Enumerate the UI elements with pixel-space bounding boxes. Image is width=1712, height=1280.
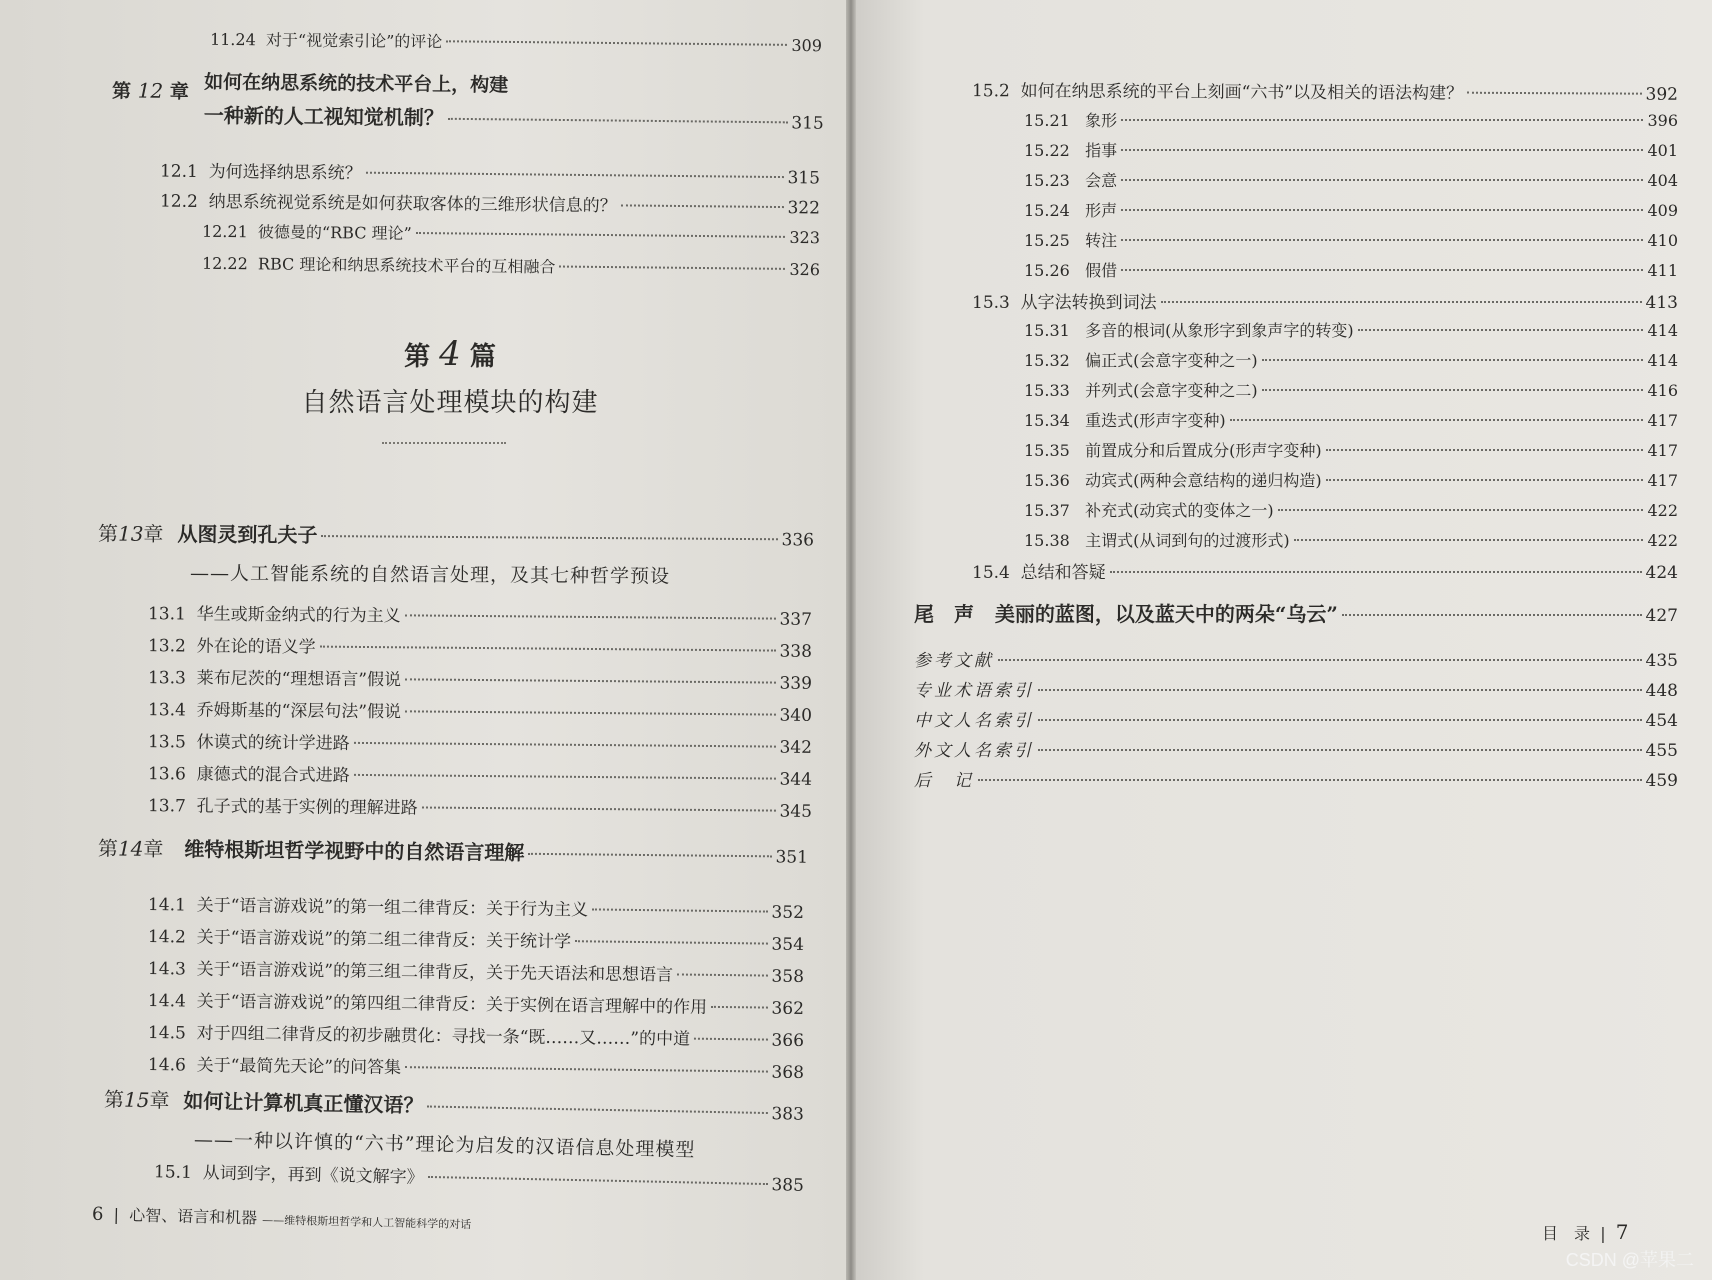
footer-label: 目 录 [1542,1224,1591,1243]
entry-title: 转注 [1085,231,1118,250]
chapter-14-heading [98,832,808,868]
entry-page: 344 [779,769,813,790]
toc-entry-13-5 [148,727,812,758]
leader-dots [528,853,771,858]
entry-number: 15.35 [1024,441,1070,460]
entry-page: 392 [1645,84,1679,105]
entry-number: 15.36 [1024,471,1070,490]
leader-dots [1121,269,1643,271]
entry-title: 关于“语言游戏说”的第四组二律背反：关于实例在语言理解中的作用 [196,991,708,1018]
entry-page: 323 [789,227,821,248]
leader-dots [1121,209,1643,211]
toc-entry-15-37 [1024,498,1678,521]
leader-dots [1038,719,1642,721]
part-4-title: 自然语言处理模块的构建 [301,388,599,418]
entry-title: 总结和答疑 [1020,563,1106,583]
book-subtitle: ——维特根斯坦哲学和人工智能科学的对话 [262,1213,472,1232]
entry-number: 15.32 [1024,351,1070,370]
toc-entry-12-21 [202,219,820,248]
left-page-footer [92,1202,472,1234]
entry-number: 11.24 [209,29,256,50]
leader-dots [448,118,788,124]
leader-dots [677,973,768,976]
entry-title: 康德式的混合式进路 [196,764,350,786]
chapter-number: 15 [123,1087,150,1113]
leader-dots [1262,359,1644,361]
entry-page: 340 [779,705,813,726]
right-page [856,0,1712,1280]
toc-entry-14-2 [148,922,804,955]
part-4-heading [240,334,660,374]
backmatter-foreign-name-index [914,736,1678,761]
entry-number: 13.7 [147,796,186,817]
entry-number: 15.21 [1024,111,1070,130]
entry-page: 396 [1647,111,1678,130]
entry-page: 345 [779,801,813,822]
watermark-text: CSDN @苹果二 [1565,1250,1694,1270]
entry-title: 华生或斯金纳式的行为主义 [196,604,401,627]
leader-dots [998,659,1642,661]
leader-dots [428,1176,768,1185]
toc-entry-12-2 [160,187,820,219]
entry-number: 13.5 [147,732,186,753]
entry-title: 外在论的语义学 [196,636,316,658]
entry-page: 337 [779,609,813,630]
footer-separator: | [1600,1224,1606,1243]
entry-page: 411 [1647,261,1678,280]
entry-page: 401 [1647,141,1678,160]
leader-dots [320,646,776,652]
toc-entry-15-24 [1024,198,1678,221]
entry-title: 休谟式的统计学进路 [196,732,350,754]
toc-entry-13-1 [148,599,812,630]
entry-title: 为何选择纳思系统？ [208,162,362,184]
entry-page: 417 [1647,441,1678,460]
entry-title: 形声 [1085,201,1118,220]
entry-page: 410 [1647,231,1678,250]
entry-title: 参考文献 [914,651,994,671]
toc-entry-12-1 [160,157,820,189]
book-title: 心智、语言和机器 [128,1205,258,1228]
leader-dots [1038,689,1642,691]
entry-title: 彼德曼的“RBC 理论” [257,222,412,243]
chapter-number: 13 [117,521,144,546]
entry-page: 352 [771,902,805,924]
entry-title: 外文人名索引 [914,741,1034,761]
entry-number: 13.1 [147,604,186,625]
entry-page: 413 [1645,293,1678,313]
chapter-page: 315 [791,113,824,134]
leader-dots [366,172,784,178]
leader-dots [1121,149,1643,151]
toc-entry-13-6 [148,759,812,790]
chapter-prefix: 第 [111,80,132,103]
entry-page: 409 [1647,201,1678,220]
entry-number: 13.2 [147,636,186,657]
page-number: 7 [1615,1220,1629,1244]
toc-entry-13-3 [148,663,812,694]
toc-entry-15-2 [972,76,1678,105]
entry-number: 15.25 [1024,231,1070,250]
toc-entry-12-22 [202,251,820,280]
leader-dots [321,535,777,540]
entry-title: RBC 理论和纳思系统技术平台的互相融合 [257,254,556,277]
leader-dots [405,1066,767,1072]
leader-dots [1161,301,1642,303]
entry-number: 14.5 [147,1022,186,1044]
leader-dots [1326,449,1644,451]
entry-number: 15.31 [1024,321,1070,340]
leader-dots [592,908,767,912]
toc-entry-15-1 [154,1157,804,1196]
entry-number: 15.1 [153,1162,193,1183]
entry-title: 并列式(会意字变种之二) [1085,381,1258,400]
chapter-page: 351 [775,847,809,868]
toc-entry-15-34 [1024,408,1678,431]
book-gutter [846,0,856,1280]
chapter-prefix: 第 [97,836,119,861]
entry-number: 12.2 [159,191,198,212]
entry-title: 纳思系统视觉系统是如何获取客体的三维形状信息的？ [208,192,617,217]
toc-entry-13-2 [148,631,812,662]
part-number: 4 [439,334,461,374]
leader-dots [1230,419,1644,421]
entry-number: 15.3 [972,293,1010,313]
toc-entry-14-5 [148,1018,804,1051]
entry-number: 13.6 [147,764,186,785]
toc-entry-14-1 [148,890,804,923]
entry-title: 后 记 [914,771,974,791]
toc-entry-15-31 [1024,318,1678,341]
left-page [0,0,846,1280]
leader-dots [405,678,775,683]
chapter-suffix: 章 [143,836,164,861]
leader-dots [1262,389,1644,391]
entry-number: 12.22 [201,253,248,274]
toc-entry-15-36 [1024,468,1678,491]
leader-dots [427,1105,767,1114]
entry-title: 关于“最简先天论”的问答集 [196,1055,402,1079]
entry-number: 15.37 [1024,501,1070,520]
entry-title: 偏正式(会意字变种之一) [1085,351,1258,370]
part-divider [382,442,506,444]
toc-entry-15-33 [1024,378,1678,401]
chapter-13-heading [98,518,814,557]
toc-entry-15-26 [1024,258,1678,281]
toc-entry-15-22 [1024,138,1678,161]
leader-dots [1038,749,1642,751]
chapter-12-heading [112,66,825,139]
chapter-title-line2: 一种新的人工视知觉机制？ [203,103,444,130]
backmatter-afterword [914,766,1678,791]
entry-title: 如何在纳思系统的平台上刻画“六书”以及相关的语法构建？ [1020,81,1464,104]
epilogue-label: 尾 声 [914,602,974,626]
leader-dots [405,710,775,715]
part-suffix: 篇 [469,342,496,372]
entry-number: 15.23 [1024,171,1070,190]
entry-page: 368 [771,1062,805,1084]
entry-title: 乔姆斯基的“深层句法”假说 [196,700,402,723]
leader-dots [559,266,785,270]
chapter-number: 12 [137,78,164,103]
entry-title: 动宾式(两种会意结构的递归构造) [1085,471,1322,490]
epilogue-heading [914,598,1678,627]
leader-dots [621,204,784,208]
toc-entry-15-4 [972,558,1678,583]
toc-entry-15-38 [1024,528,1678,551]
leader-dots [1294,539,1644,541]
entry-page: 358 [771,966,805,988]
entry-page: 366 [771,1030,805,1052]
leader-dots [354,742,776,748]
backmatter-term-index [914,676,1678,701]
leader-dots [1358,329,1644,331]
entry-page: 339 [779,673,813,694]
entry-title: 中文人名索引 [914,711,1034,731]
chapter-prefix: 第 [97,521,119,546]
entry-page: 385 [771,1175,805,1196]
leader-dots [1278,509,1644,511]
entry-title: 孔子式的基于实例的理解进路 [196,796,418,819]
entry-title: 关于“语言游戏说”的第一组二律背反：关于行为主义 [196,895,589,921]
leader-dots [405,614,776,619]
entry-number: 15.24 [1024,201,1070,220]
entry-number: 15.33 [1024,381,1070,400]
toc-entry-14-4 [148,986,804,1019]
chapter-title: 从图灵到孔夫子 [177,522,318,548]
chapter-title-line1: 如何在纳思系统的技术平台上，构建 [204,71,509,97]
entry-page: 404 [1647,171,1678,190]
entry-page: 448 [1645,681,1678,701]
entry-page: 417 [1647,471,1678,490]
entry-title: 关于“语言游戏说”的第二组二律背反：关于统计学 [196,927,572,953]
toc-entry-13-4 [148,695,812,726]
entry-title: 专业术语索引 [914,681,1034,701]
page-number: 6 [91,1203,104,1225]
leader-dots [1467,92,1641,95]
epilogue-title: 美丽的蓝图，以及蓝天中的两朵“乌云” [994,602,1338,626]
entry-number: 13.4 [147,700,186,721]
entry-title: 从词到字，再到《说文解字》 [202,1163,424,1188]
entry-title: 前置成分和后置成分(形声字变种) [1085,441,1322,460]
entry-page: 326 [789,259,821,280]
entry-title: 莱布尼茨的“理想语言”假说 [196,668,402,691]
entry-page: 362 [771,998,805,1020]
entry-title: 会意 [1085,171,1118,190]
entry-title: 假借 [1085,261,1118,280]
entry-page: 422 [1647,531,1678,550]
toc-entry-15-35 [1024,438,1678,461]
entry-number: 15.4 [972,563,1010,583]
chapter-suffix: 章 [149,1088,170,1113]
toc-entry-15-23 [1024,168,1678,191]
leader-dots [422,806,776,811]
entry-title: 关于“语言游戏说”的第三组二律背反，关于先天语法和思想语言 [196,959,674,986]
chapter-15-heading [104,1083,804,1125]
leader-dots [1121,239,1643,241]
toc-entry-15-32 [1024,348,1678,371]
leader-dots [1121,119,1643,121]
entry-page: 342 [779,737,813,758]
leader-dots [1342,614,1642,616]
entry-number: 15.22 [1024,141,1070,160]
leader-dots [1121,179,1643,181]
entry-number: 12.21 [201,221,248,242]
entry-number: 15.38 [1024,531,1070,550]
entry-title: 多音的根词(从象形字到象声字的转变) [1085,321,1354,340]
entry-page: 417 [1647,411,1678,430]
backmatter-chinese-name-index [914,706,1678,731]
entry-title: 对于四组二律背反的初步融贯化：寻找一条“既……又……”的中道 [196,1023,691,1050]
entry-title: 主谓式(从词到句的过渡形式) [1085,531,1290,550]
entry-page: 338 [779,641,813,662]
entry-page: 315 [787,168,821,189]
entry-number: 14.2 [147,926,186,948]
toc-entry-15-3 [972,288,1678,313]
leader-dots [711,1006,768,1009]
toc-entry-15-25 [1024,228,1678,251]
entry-page: 354 [771,934,805,956]
chapter-prefix: 第 [103,1087,125,1112]
chapter-suffix: 章 [169,80,189,104]
entry-title: 补充式(动宾式的变体之一) [1085,501,1274,520]
leader-dots [446,40,787,46]
chapter-13-subtitle: ——人工智能系统的自然语言处理，及其七种哲学预设 [189,562,671,588]
entry-number: 15.26 [1024,261,1070,280]
toc-entry-11-24 [210,27,822,56]
entry-page: 309 [791,35,823,56]
entry-page: 322 [787,198,821,219]
leader-dots [1326,479,1644,481]
entry-page: 435 [1645,651,1678,671]
entry-page: 414 [1647,321,1678,340]
chapter-15-subtitle: ——一种以许慎的“六书”理论为启发的汉语信息处理模型 [193,1128,696,1162]
chapter-title: 如何让计算机真正懂汉语？ [183,1088,424,1118]
part-prefix: 第 [404,342,431,372]
leader-dots [694,1038,768,1041]
chapter-page: 336 [781,530,815,551]
leader-dots [978,779,1642,781]
leader-dots [1110,571,1642,573]
entry-number: 14.4 [147,990,186,1012]
entry-title: 重迭式(形声字变种) [1085,411,1226,430]
entry-number: 15.2 [971,81,1010,102]
entry-page: 455 [1645,741,1678,761]
leader-dots [575,940,767,944]
epilogue-page: 427 [1645,606,1678,626]
entry-page: 416 [1647,381,1678,400]
toc-entry-14-3 [148,954,804,987]
toc-entry-14-6 [148,1050,804,1083]
toc-entry-13-7 [148,791,812,822]
footer-separator: | [113,1205,120,1225]
entry-number: 14.1 [147,894,186,916]
entry-page: 414 [1647,351,1678,370]
entry-page: 459 [1645,771,1678,791]
chapter-number: 14 [117,836,144,861]
right-page-footer [1542,1220,1628,1244]
chapter-page: 383 [771,1104,805,1125]
entry-number: 13.3 [147,668,186,689]
entry-title: 从字法转换到词法 [1020,293,1157,313]
entry-page: 424 [1645,563,1678,583]
chapter-title: 维特根斯坦哲学视野中的自然语言理解 [184,837,525,865]
toc-entry-15-21 [1024,108,1678,131]
entry-title: 对于“视觉索引论”的评论 [265,30,443,52]
entry-number: 12.1 [159,161,198,182]
leader-dots [416,232,786,238]
entry-number: 14.6 [147,1054,186,1076]
entry-title: 象形 [1085,111,1118,130]
backmatter-references [914,646,1678,671]
entry-page: 422 [1647,501,1678,520]
entry-page: 454 [1645,711,1678,731]
leader-dots [354,774,776,780]
entry-number: 14.3 [147,958,186,980]
entry-title: 指事 [1085,141,1118,160]
entry-number: 15.34 [1024,411,1070,430]
chapter-suffix: 章 [143,521,164,546]
